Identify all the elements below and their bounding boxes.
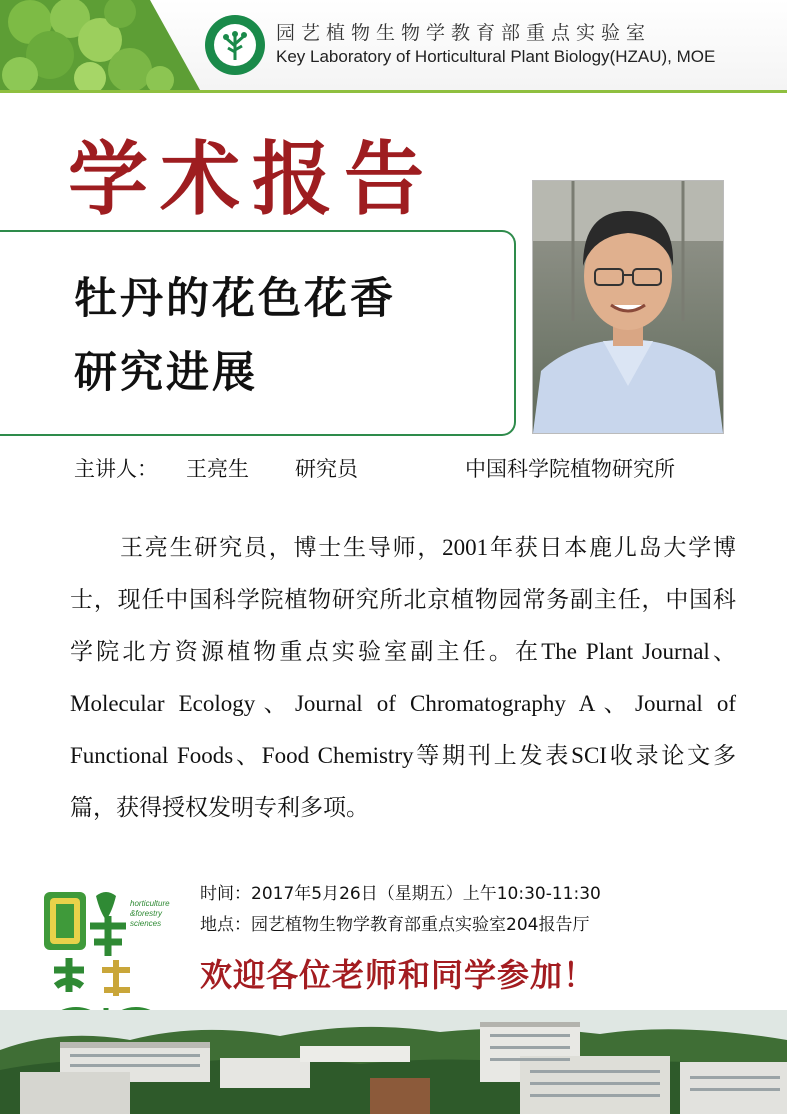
- emblem-text-2: &forestry: [130, 909, 163, 918]
- header-title-cn: 园艺植物生物学教育部重点实验室: [276, 22, 652, 44]
- emblem-text-1: horticulture: [130, 899, 170, 908]
- place-value: 园艺植物生物学教育部重点实验室204报告厅: [251, 915, 590, 935]
- topic-line-2: 研究进展: [74, 348, 258, 398]
- emblem-text-3: sciences: [130, 919, 162, 928]
- clover-leaves-image: [0, 0, 200, 90]
- poster-heading: 学术报告: [68, 133, 436, 226]
- time-value: 2017年5月26日（星期五）上午10:30-11:30: [251, 884, 601, 904]
- welcome-message: 欢迎各位老师和同学参加！: [200, 956, 597, 994]
- campus-photo: [0, 1010, 787, 1114]
- place-row: [200, 910, 589, 935]
- speaker-name: 王亮生: [186, 457, 249, 481]
- speaker-bio: 王亮生研究员，博士生导师，2001年获日本鹿儿岛大学博士，现任中国科学院植物研究所北京植物园常务副主任，中国科学院北方资源植物重点实验室副主任。在The Plant Journal、Molecular Ecology、Journal of Chromatography A、Journal of Functional Foods、Food Chemistry等期刊上发表SCI收录论文多篇，获得授权发明专利多项。: [70, 535, 736, 820]
- time-label: 时间：: [200, 884, 251, 904]
- topic-line-1: 牡丹的花色花香: [74, 274, 396, 324]
- speaker-photo: [532, 180, 724, 434]
- place-label: 地点：: [200, 915, 251, 935]
- lab-logo-icon: [204, 14, 266, 76]
- topic-frame: [0, 230, 516, 436]
- time-row: [200, 879, 601, 904]
- header-banner: [0, 0, 787, 93]
- header-title-en: Key Laboratory of Horticultural Plant Biology(HZAU), MOE: [276, 47, 716, 66]
- speaker-label: 主讲人：: [74, 457, 158, 481]
- speaker-institution: 中国科学院植物研究所: [465, 457, 675, 481]
- speaker-title: 研究员: [295, 457, 358, 481]
